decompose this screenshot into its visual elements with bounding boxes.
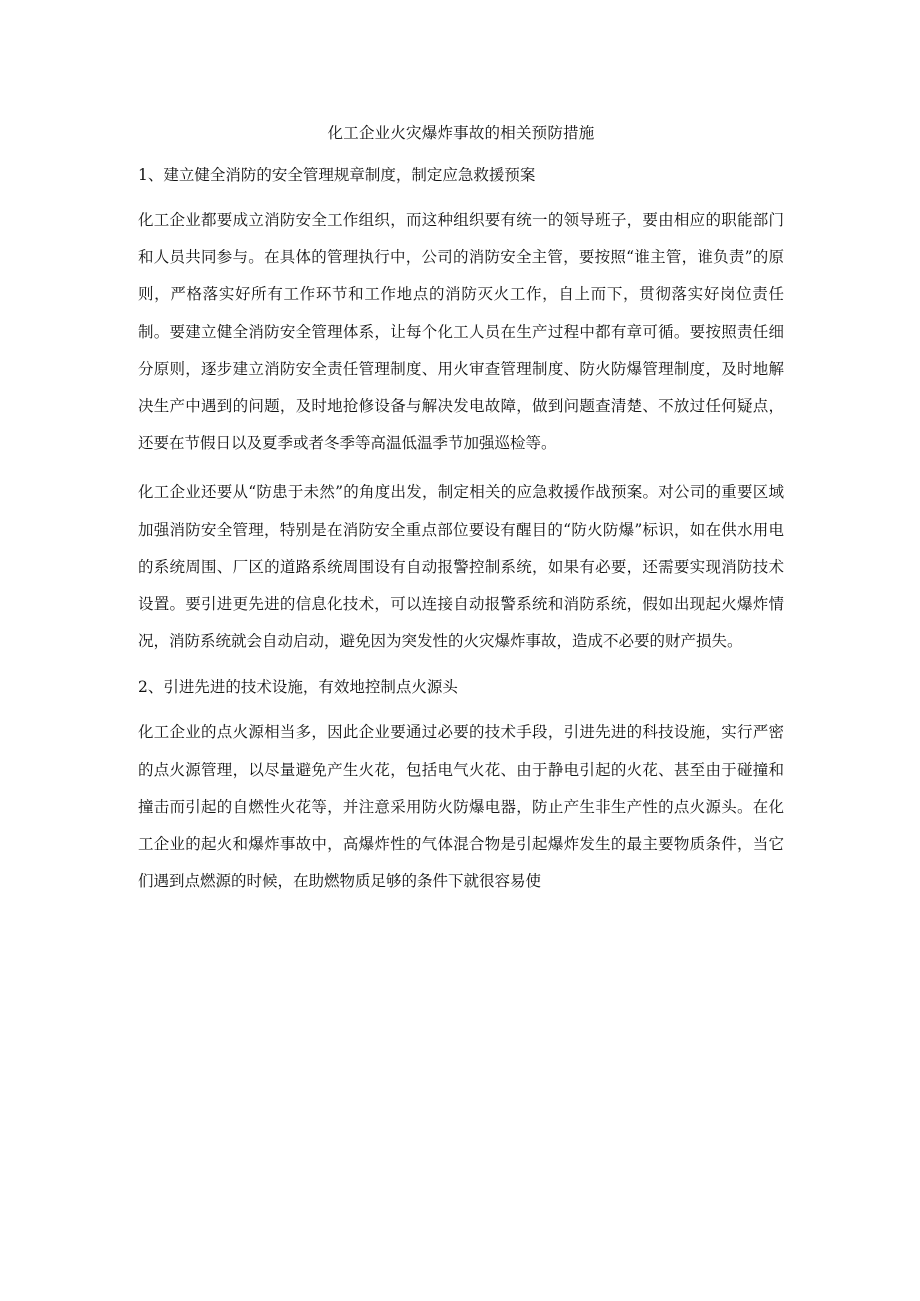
document-title: 化工企业火灾爆炸事故的相关预防措施 (327, 124, 595, 142)
section-1-heading: 1、建立健全消防的安全管理规章制度，制定应急救援预案 (138, 166, 536, 184)
section-2-heading: 2、引进先进的技术设施，有效地控制点火源头 (138, 678, 458, 697)
section-1-paragraph-1: 化工企业都要成立消防安全工作组织，而这种组织要有统一的领导班子，要由相应的职能部门和人员共同参与。在具体的管理执行中，公司的消防安全主管，要按照“谁主管，谁负责”的原则，严格落实好所有工作环节和工作地点的消防灭火工作，自上而下，贯彻落实好岗位责任制。要建立健全消防安全管理体系，让每个化工人员在生产过程中都有章可循。要按照责任细分原则，逐步建立消防安全责任管理制度、用火审查管理制度、防火防爆管理制度，及时地解决生产中遇到的问题，及时地抢修设备与解决发电故障，做到问题查清楚、不放过任何疑点，还要在节假日以及夏季或者冬季等高温低温季节加强巡检等。 (138, 211, 784, 453)
section-1-paragraph-2: 化工企业还要从“防患于未然”的角度出发，制定相关的应急救援作战预案。对公司的重要区域加强消防安全管理，特别是在消防安全重点部位要设有醒目的“防火防爆”标识，如在供水用电的系统周围、厂区的道路系统周围设有自动报警控制系统，如果有必要，还需要实现消防技术设置。要引进更先进的信息化技术，可以连接自动报警系统和消防系统，假如出现起火爆炸情况，消防系统就会自动启动，避免因为突发性的火灾爆炸事故，造成不必要的财产损失。 (138, 483, 784, 651)
section-2-paragraph-1: 化工企业的点火源相当多，因此企业要通过必要的技术手段，引进先进的科技设施，实行严密的点火源管理，以尽量避免产生火花，包括电气火花、由于静电引起的火花、甚至由于碰撞和撞击而引起的自燃性火花等，并注意采用防火防爆电器，防止产生非生产性的点火源头。在化工企业的起火和爆炸事故中，高爆炸性的气体混合物是引起爆炸发生的最主要物质条件，当它们遇到点燃源的时候，在助燃物质足够的条件下就很容易使 (138, 723, 784, 891)
document-body (138, 118, 784, 912)
